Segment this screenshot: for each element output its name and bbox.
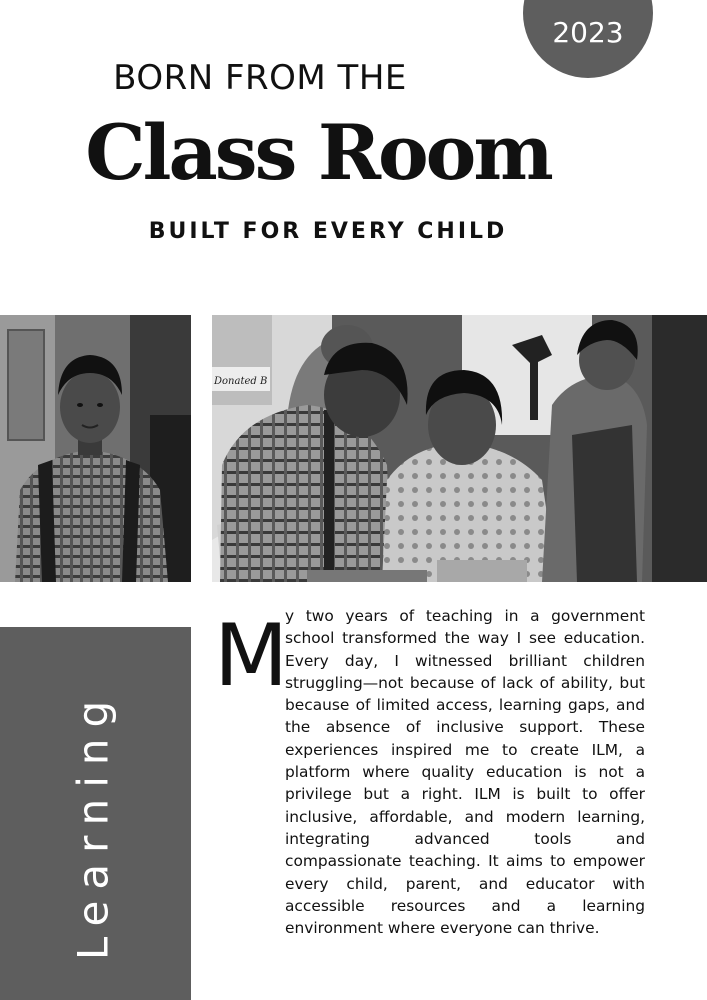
side-panel-label: Learning: [68, 689, 118, 961]
page-title: Class Room: [85, 108, 551, 197]
pre-title: BORN FROM THE: [113, 58, 407, 98]
article-body: y two years of teaching in a government school transformed the way I see education. Every day, I witnessed brilliant children struggling—not because of lack of ability, but because of limited access, learning gaps, and the absence of inclusive support. These experiences inspired me to create ILM, a platform where quality education is not a privilege but a right. ILM is built to offer inclusive, affordable, and modern learning, integrating advanced tools and compassionate teaching. It aims to empower every child, parent, and educator with accessible resources and a learning environment where everyone can thrive.: [285, 607, 645, 938]
student-portrait-photo: [0, 315, 191, 582]
subtitle: BUILT FOR EVERY CHILD: [148, 219, 508, 244]
donated-sign-text: Donated B: [214, 376, 268, 387]
classroom-teacher-photo: [212, 315, 707, 582]
year-label: 2023: [552, 16, 624, 49]
drop-cap: M: [214, 606, 289, 706]
